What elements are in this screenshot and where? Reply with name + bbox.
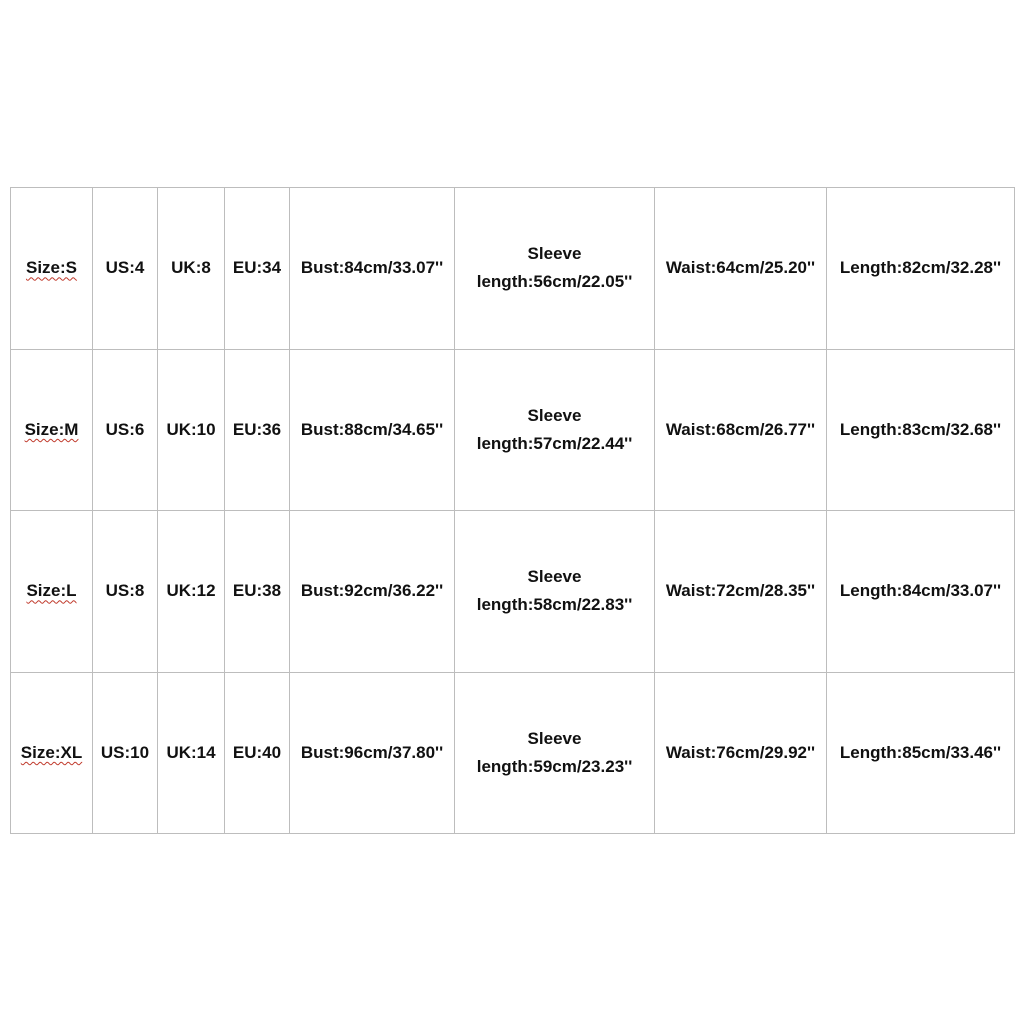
size-row-xl <box>11 672 1015 834</box>
sleeve-label: Sleeve <box>527 728 582 748</box>
bust-cell: Bust:96cm/37.80'' <box>290 672 455 834</box>
size-cell <box>11 511 93 673</box>
waist-cell: Waist:76cm/29.92'' <box>655 672 827 834</box>
sleeve-value: length:57cm/22.44'' <box>476 433 633 453</box>
sleeve-label: Sleeve <box>527 405 582 425</box>
bust-cell: Bust:88cm/34.65'' <box>290 349 455 511</box>
us-size-cell: US:10 <box>93 672 158 834</box>
size-label: Size:S <box>25 258 78 278</box>
bust-cell: Bust:84cm/33.07'' <box>290 188 455 350</box>
sleeve-cell <box>455 511 655 673</box>
size-label: Size:XL <box>20 742 83 762</box>
sleeve-value: length:59cm/23.23'' <box>476 756 633 776</box>
size-row-l <box>11 511 1015 673</box>
eu-size-cell: EU:36 <box>225 349 290 511</box>
sleeve-label: Sleeve <box>527 244 582 264</box>
us-size-cell: US:4 <box>93 188 158 350</box>
eu-size-cell: EU:34 <box>225 188 290 350</box>
us-size-cell: US:8 <box>93 511 158 673</box>
size-label: Size:L <box>26 581 77 601</box>
sleeve-cell <box>455 672 655 834</box>
size-cell <box>11 672 93 834</box>
size-cell <box>11 188 93 350</box>
length-cell: Length:83cm/32.68'' <box>827 349 1015 511</box>
sleeve-value: length:56cm/22.05'' <box>476 272 633 292</box>
sleeve-cell <box>455 188 655 350</box>
eu-size-cell: EU:38 <box>225 511 290 673</box>
sleeve-label: Sleeve <box>527 567 582 587</box>
size-cell <box>11 349 93 511</box>
us-size-cell: US:6 <box>93 349 158 511</box>
waist-cell: Waist:68cm/26.77'' <box>655 349 827 511</box>
length-cell: Length:82cm/32.28'' <box>827 188 1015 350</box>
bust-cell: Bust:92cm/36.22'' <box>290 511 455 673</box>
size-row-s <box>11 188 1015 350</box>
size-row-m <box>11 349 1015 511</box>
uk-size-cell: UK:10 <box>158 349 225 511</box>
size-label: Size:M <box>24 419 79 439</box>
uk-size-cell: UK:12 <box>158 511 225 673</box>
waist-cell: Waist:72cm/28.35'' <box>655 511 827 673</box>
size-chart-table <box>10 187 1015 834</box>
sleeve-value: length:58cm/22.83'' <box>476 595 633 615</box>
length-cell: Length:84cm/33.07'' <box>827 511 1015 673</box>
uk-size-cell: UK:14 <box>158 672 225 834</box>
uk-size-cell: UK:8 <box>158 188 225 350</box>
sleeve-cell <box>455 349 655 511</box>
waist-cell: Waist:64cm/25.20'' <box>655 188 827 350</box>
length-cell: Length:85cm/33.46'' <box>827 672 1015 834</box>
eu-size-cell: EU:40 <box>225 672 290 834</box>
